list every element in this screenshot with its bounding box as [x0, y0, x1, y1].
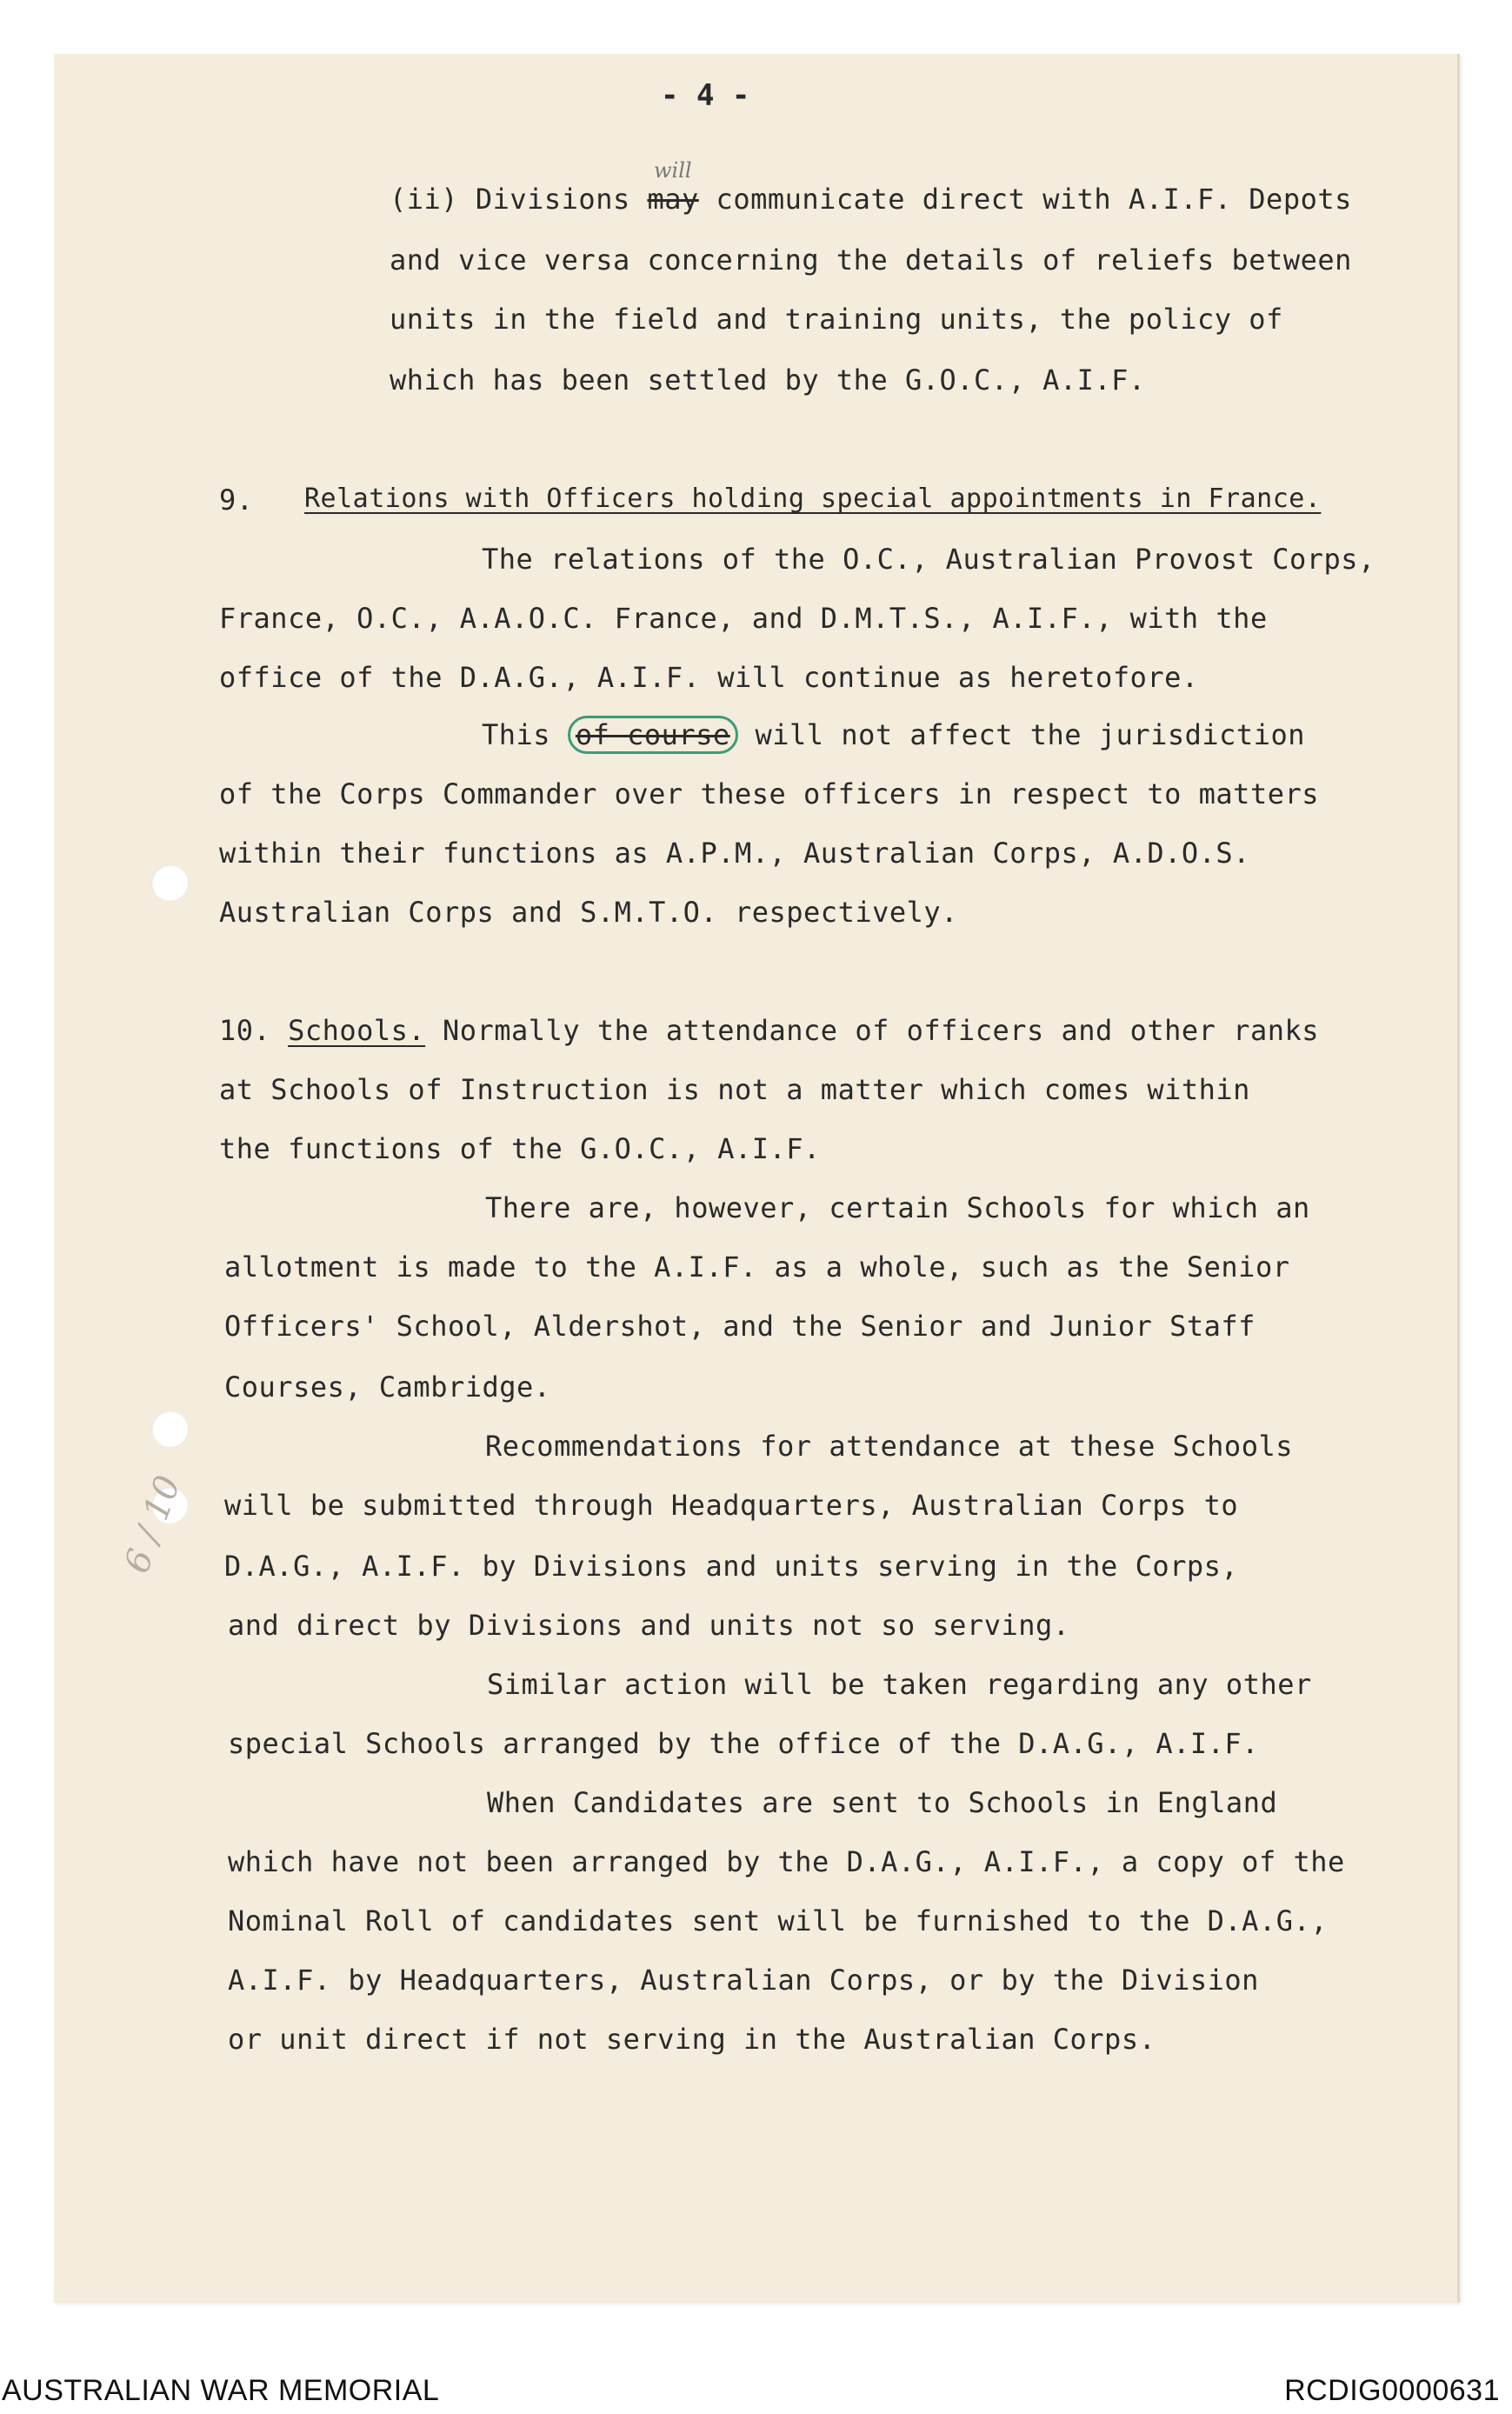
text-line: and vice versa concerning the details of reliefs between	[390, 243, 1352, 277]
text-line: France, O.C., A.A.O.C. France, and D.M.T.S., A.I.F., with the	[219, 602, 1268, 635]
text-line: units in the field and training units, the policy of	[390, 303, 1283, 336]
circled-struck-text: of course	[568, 716, 738, 754]
text-line: of the Corps Commander over these officers in respect to matters	[219, 777, 1319, 810]
text-line: A.I.F. by Headquarters, Australian Corps, or by the Division	[228, 1964, 1259, 1997]
footer-institution: AUSTRALIAN WAR MEMORIAL	[2, 2374, 440, 2407]
text-line: Similar action will be taken regarding any other	[487, 1668, 1312, 1701]
text-fragment: communicate direct with A.I.F. Depots	[698, 183, 1352, 216]
text-line: within their functions as A.P.M., Australian Corps, A.D.O.S.	[219, 837, 1250, 870]
text-line	[482, 718, 1305, 751]
text-line	[219, 1014, 1319, 1047]
text-fragment: This	[482, 718, 568, 751]
text-line: Officers' School, Aldershot, and the Senior and Junior Staff	[224, 1310, 1256, 1343]
section-heading: Schools.	[288, 1014, 426, 1047]
text-line: and direct by Divisions and units not so serving.	[228, 1609, 1070, 1642]
section-number: 10.	[219, 1014, 271, 1047]
text-line: Courses, Cambridge.	[224, 1370, 551, 1404]
text-line: Nominal Roll of candidates sent will be furnished to the D.A.G.,	[228, 1904, 1328, 1937]
text-line: which have not been arranged by the D.A.G., A.I.F., a copy of the	[228, 1845, 1345, 1878]
text-line: There are, however, certain Schools for which an	[485, 1191, 1310, 1224]
page-number: - 4 -	[661, 78, 750, 113]
text-line: will be submitted through Headquarters, Australian Corps to	[224, 1489, 1239, 1522]
text-line: Australian Corps and S.M.T.O. respectively.	[219, 896, 958, 929]
footer-identifier: RCDIG0000631	[1284, 2374, 1500, 2407]
text-line: Recommendations for attendance at these Schools	[485, 1430, 1293, 1463]
text-line: When Candidates are sent to Schools in England	[487, 1786, 1278, 1819]
text-line: the functions of the G.O.C., A.I.F.	[219, 1132, 821, 1165]
section-number: 9.	[219, 483, 254, 517]
text-line: which has been settled by the G.O.C., A.I.F.	[390, 363, 1146, 397]
text-line: allotment is made to the A.I.F. as a whole, such as the Senior	[224, 1250, 1290, 1284]
text-line: or unit direct if not serving in the Australian Corps.	[228, 2023, 1156, 2056]
text-line: The relations of the O.C., Australian Provost Corps,	[482, 543, 1375, 576]
text-line: office of the D.A.G., A.I.F. will continue as heretofore.	[219, 661, 1199, 694]
punch-hole	[151, 864, 188, 901]
punch-hole	[151, 1410, 188, 1447]
text-line: at Schools of Instruction is not a matter which comes within	[219, 1073, 1250, 1106]
handwritten-insert: will	[654, 158, 692, 183]
margin-note: 6 / 10	[117, 1470, 189, 1579]
text-fragment: Normally the attendance of officers and other ranks	[425, 1014, 1319, 1047]
text-fragment: (ii) Divisions	[390, 183, 648, 216]
struck-text: may	[647, 183, 699, 216]
section-heading: Relations with Officers holding special appointments in France.	[304, 483, 1322, 514]
text-line	[390, 183, 1352, 216]
text-line: special Schools arranged by the office of the D.A.G., A.I.F.	[228, 1727, 1259, 1760]
text-line: D.A.G., A.I.F. by Divisions and units serving in the Corps,	[224, 1550, 1239, 1583]
text-fragment: will not affect the jurisdiction	[737, 718, 1305, 751]
